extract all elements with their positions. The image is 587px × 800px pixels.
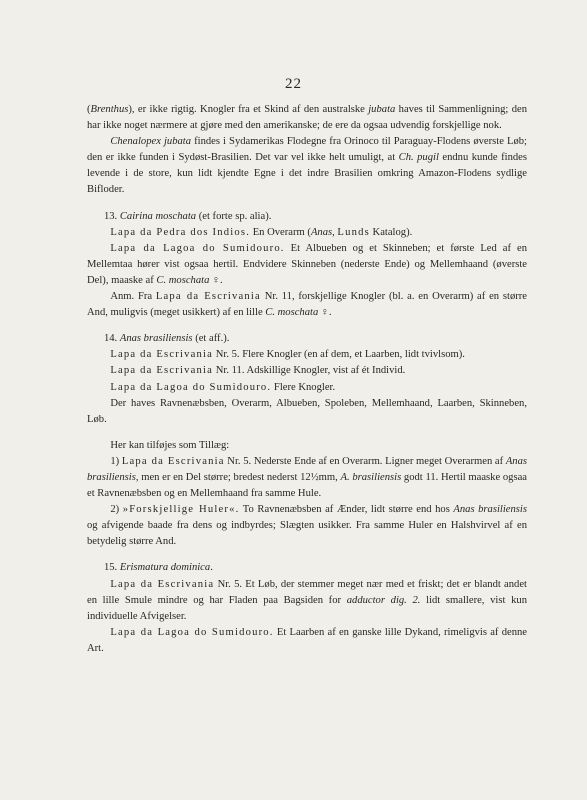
spaced-text: Lapa da Pedra dos Indios. — [110, 226, 251, 238]
text-run: 13. — [103, 210, 120, 222]
text-run: findes i Sydamerikas Flodegne fra Orinoco til Paraguay-Flodens øverste Løb; den er ikke funden i Sydøst-Brasilien. Det var vel ikke helt umuligt, at — [87, 136, 527, 164]
italic-text: Anas — [310, 226, 333, 238]
italic-text: jubata — [368, 104, 396, 115]
text-run: 15. — [103, 562, 120, 574]
text-run: , — [332, 226, 338, 238]
paragraph-p17 — [87, 625, 527, 657]
body-text — [87, 102, 527, 657]
text-run: Et Laarben af en ganske lille Dykand, rimeligvis af denne Art. — [87, 626, 527, 654]
text-run: (et forte sp. alia). — [196, 210, 272, 222]
paragraph-p15 — [87, 560, 527, 576]
text-run: 2) — [110, 504, 123, 516]
text-run: ♀. — [318, 307, 332, 319]
text-run: Nr. 5. Nederste Ende af en Overarm. Ligner meget Overarmen af — [224, 455, 506, 467]
text-run: Her kan tilføjes som Tillæg: — [110, 439, 230, 451]
text-run: 14. — [103, 333, 120, 345]
italic-text: C. moschata — [156, 274, 210, 286]
text-run: Nr. 11, forskjellige Knogler (bl. a. en Overarm) af en større And, muligvis (meget usikkert) af en lille — [87, 291, 527, 319]
text-run: En Overarm ( — [250, 226, 311, 238]
italic-text: Anas brasiliensis — [87, 455, 527, 483]
paragraph-p4 — [87, 225, 527, 241]
text-run: endnu kunde findes levende i de store, kun lidt kjendte Egne i det indre Brasilien omkring Amazon-Flodens sydlige Bifloder. — [87, 152, 527, 196]
text-run: godt 11. Hertil maaske ogsaa et Ravnenæbsben og en Mellemhaand fra samme Hule. — [87, 471, 527, 500]
paragraph-p14 — [87, 502, 527, 550]
italic-text: A. brasiliensis — [340, 471, 402, 483]
text-run: og afvigende baade fra dens og indbyrdes; Slægten usikker. Fra samme Huler en Halshvirvel af en betydelig større And. — [87, 520, 527, 548]
paragraph-p11 — [87, 396, 527, 428]
paragraph-p1 — [87, 102, 527, 134]
spaced-text: Lapa da Escrivania — [121, 455, 225, 467]
text-run: Nr. 5. Flere Knogler (en af dem, et Laarben, lidt tvivlsom). — [213, 349, 465, 361]
spaced-text: Lapa da Lagoa do Sumidouro. — [110, 626, 274, 638]
text-run: Flere Knogler. — [271, 381, 336, 393]
spaced-text: Lunds — [337, 226, 370, 238]
paragraph-p6 — [87, 289, 527, 321]
paragraph-p9 — [87, 363, 527, 379]
spaced-text: Lapa da Escrivania — [155, 291, 261, 303]
paragraph-p10 — [87, 380, 527, 396]
text-run: 1) — [110, 455, 122, 467]
text-run: , men er en Del større; bredest nederst 12½mm, — [135, 471, 341, 483]
text-run: Nr. 5. Et Løb, der stemmer meget nær med et friskt; det er blandt andet en lille Smule mindre og har Fladen paa Bagsiden for — [87, 578, 528, 606]
text-run: ), er ikke rigtig. Knogler fra et Skind af den australske — [128, 104, 369, 115]
spaced-text: Lapa da Escrivania — [110, 578, 215, 590]
spaced-text: Lapa da Escrivania — [110, 365, 214, 377]
italic-text: Anas brasiliensis — [119, 333, 193, 345]
page-number: 22 — [285, 76, 302, 92]
text-run: To Ravnenæbsben af Ænder, lidt større end hos — [239, 504, 454, 516]
italic-text: C. moschata — [265, 307, 319, 319]
text-run: . — [210, 562, 213, 574]
italic-text: Anas brasiliensis — [453, 504, 527, 516]
paragraph-p5 — [87, 241, 527, 289]
text-run: Et Albueben og et Skinneben; et første Led af en Mellemtaa hører vist ogsaa hertil. Endvidere Skinneben (nederste Ende) og Mellemhaand (øverste Del), maaske af — [87, 242, 528, 286]
text-run: Nr. 11. Adskillige Knogler, vist af ét Individ. — [213, 365, 406, 377]
text-run: (et aff.). — [192, 333, 230, 345]
spaced-text: Lapa da Lagoa do Sumidouro. — [110, 242, 285, 254]
italic-text: Ch. pugil — [398, 152, 439, 164]
text-run: Anm. Fra — [110, 291, 156, 303]
italic-text: Cairina moschata — [119, 210, 197, 222]
italic-text: Erismatura dominica — [119, 562, 211, 574]
paragraph-p13 — [87, 454, 527, 502]
italic-text: adductor dig. 2. — [346, 594, 421, 606]
italic-text: Brenthus — [90, 104, 129, 115]
text-run: ( — [87, 104, 91, 115]
spaced-text: »Forskjellige Huler«. — [122, 504, 240, 516]
text-run: Katalog). — [369, 226, 413, 238]
paragraph-p8 — [87, 347, 527, 363]
paragraph-p16 — [87, 577, 527, 625]
paragraph-p3 — [87, 209, 527, 225]
paragraph-p12 — [87, 438, 527, 454]
italic-text: Chenalopex jubata — [110, 136, 192, 148]
spaced-text: Lapa da Lagoa do Sumidouro. — [110, 381, 272, 393]
text-run: haves til Sammenligning; den har ikke noget nærmere at gjøre med den amerikanske; de ere da ogsaa udvendig forskjellige nok. — [87, 104, 527, 132]
spaced-text: Lapa da Escrivania — [110, 349, 214, 361]
text-run: ♀. — [209, 274, 223, 286]
text-run: Der haves Ravnenæbsben, Overarm, Albueben, Spoleben, Mellemhaand, Laarben, Skinneben, Løb. — [87, 397, 527, 425]
paragraph-p2 — [87, 134, 527, 198]
text-run: lidt smallere, vist kun individuelle Afvigelser. — [87, 594, 527, 622]
paragraph-p7 — [87, 331, 527, 347]
